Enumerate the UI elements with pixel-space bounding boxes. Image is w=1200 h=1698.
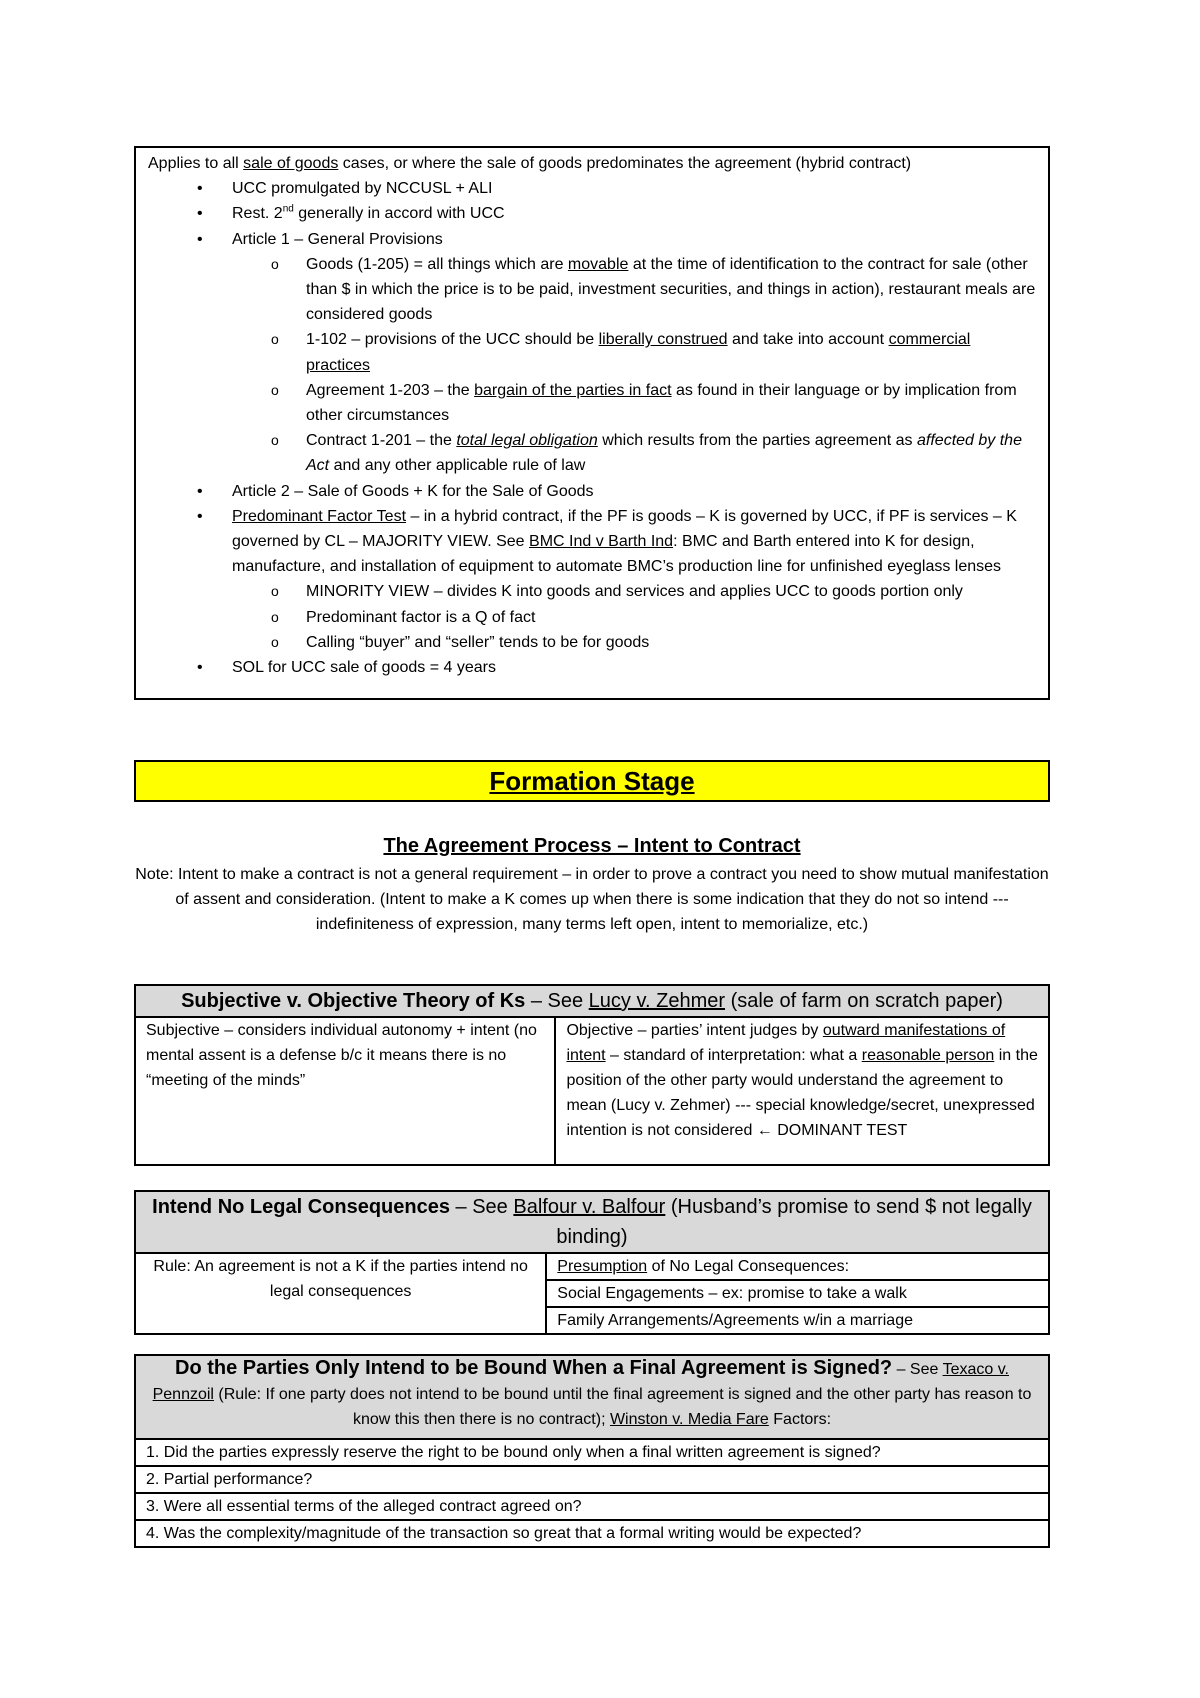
final-agreement-table	[134, 1354, 1050, 1542]
list-item: o Contract 1-201 – the total legal obligation which results from the parties agreement as affected by the Act and any other applicable rule of law	[148, 428, 1038, 478]
list-item: o Agreement 1-203 – the bargain of the parties in fact as found in their language or by implication from other circumstances	[148, 378, 1038, 428]
table-cell: Presumption of No Legal Consequences:	[546, 1253, 1049, 1280]
list-item: o 1-102 – provisions of the UCC should be liberally construed and take into account commercial practices	[148, 327, 1038, 377]
table-header: Subjective v. Objective Theory of Ks – See Lucy v. Zehmer (sale of farm on scratch paper)	[135, 985, 1049, 1017]
list-item: o Goods (1-205) = all things which are movable at the time of identification to the contract for sale (other than $ in which the price is to be paid, investment securities, and things in action), restaurant meals are considered goods	[148, 252, 1038, 328]
table-header: Intend No Legal Consequences – See Balfour v. Balfour (Husband’s promise to send $ not legally binding)	[135, 1191, 1049, 1253]
section-note: Note: Intent to make a contract is not a general requirement – in order to prove a contract you need to show mutual manifestation of assent and consideration. (Intent to make a K comes up when there is some indication that they do not so intend --- indefiniteness of expression, many terms left open, intent to memorialize, etc.)	[135, 866, 1049, 933]
list-item: o Calling “buyer” and “seller” tends to be for goods	[148, 630, 1038, 655]
table-header: Do the Parties Only Intend to be Bound When a Final Agreement is Signed? – See Texaco v. Pennzoil (Rule: If one party does not intend to be bound until the final agreement is signed and the other party has reason to know this then there is no contract); Winston v. Media Fare Factors:	[135, 1355, 1049, 1439]
table-row: 2. Partial performance?	[135, 1466, 1049, 1493]
table-cell: Social Engagements – ex: promise to take a walk	[546, 1280, 1049, 1307]
table-cell-subjective: Subjective – considers individual autonomy + intent (no mental assent is a defense b/c it means there is no “meeting of the minds”	[135, 1017, 555, 1165]
table-cell: Family Arrangements/Agreements w/in a marriage	[546, 1307, 1049, 1334]
table-cell-rule: Rule: An agreement is not a K if the parties intend no legal consequences	[135, 1253, 546, 1334]
intend-no-legal-consequences-table	[134, 1190, 1050, 1330]
banner-title: Formation Stage	[489, 766, 695, 796]
list-item: • Rest. 2nd generally in accord with UCC	[148, 201, 1038, 226]
table-row: 1. Did the parties expressly reserve the right to be bound only when a final written agreement is signed?	[135, 1439, 1049, 1466]
list-item: • Article 2 – Sale of Goods + K for the Sale of Goods	[148, 479, 1038, 504]
list-item: • Predominant Factor Test – in a hybrid contract, if the PF is goods – K is governed by UCC, if PF is services – K governed by CL – MAJORITY VIEW. See BMC Ind v Barth Ind: BMC and Barth entered into K for design, manufacture, and installation of equipment to automate BMC’s production line for unfinished eyeglass lenses	[148, 504, 1038, 580]
ucc-bullet-list	[148, 176, 1038, 680]
list-item: • UCC promulgated by NCCUSL + ALI	[148, 176, 1038, 201]
list-item: o MINORITY VIEW – divides K into goods and services and applies UCC to goods portion only	[148, 579, 1038, 604]
formation-stage-banner	[134, 760, 1050, 802]
ucc-intro: Applies to all sale of goods cases, or where the sale of goods predominates the agreement (hybrid contract)	[148, 155, 912, 172]
list-item: • Article 1 – General Provisions	[148, 227, 1038, 252]
table-row: 4. Was the complexity/magnitude of the transaction so great that a formal writing would be expected?	[135, 1520, 1049, 1547]
table-row: 3. Were all essential terms of the alleged contract agreed on?	[135, 1493, 1049, 1520]
ucc-scope-box	[134, 146, 1050, 700]
subjective-objective-table	[134, 984, 1050, 1166]
list-item: o Predominant factor is a Q of fact	[148, 605, 1038, 630]
list-item: • SOL for UCC sale of goods = 4 years	[148, 655, 1038, 680]
section-title: The Agreement Process – Intent to Contract	[383, 835, 801, 857]
table-cell-objective: Objective – parties’ intent judges by outward manifestations of intent – standard of interpretation: what a reasonable person in the position of the other party would understand the agreement to mean (Lucy v. Zehmer) --- special knowledge/secret, unexpressed intention is not considered ← DOMINANT TEST	[555, 1017, 1049, 1165]
